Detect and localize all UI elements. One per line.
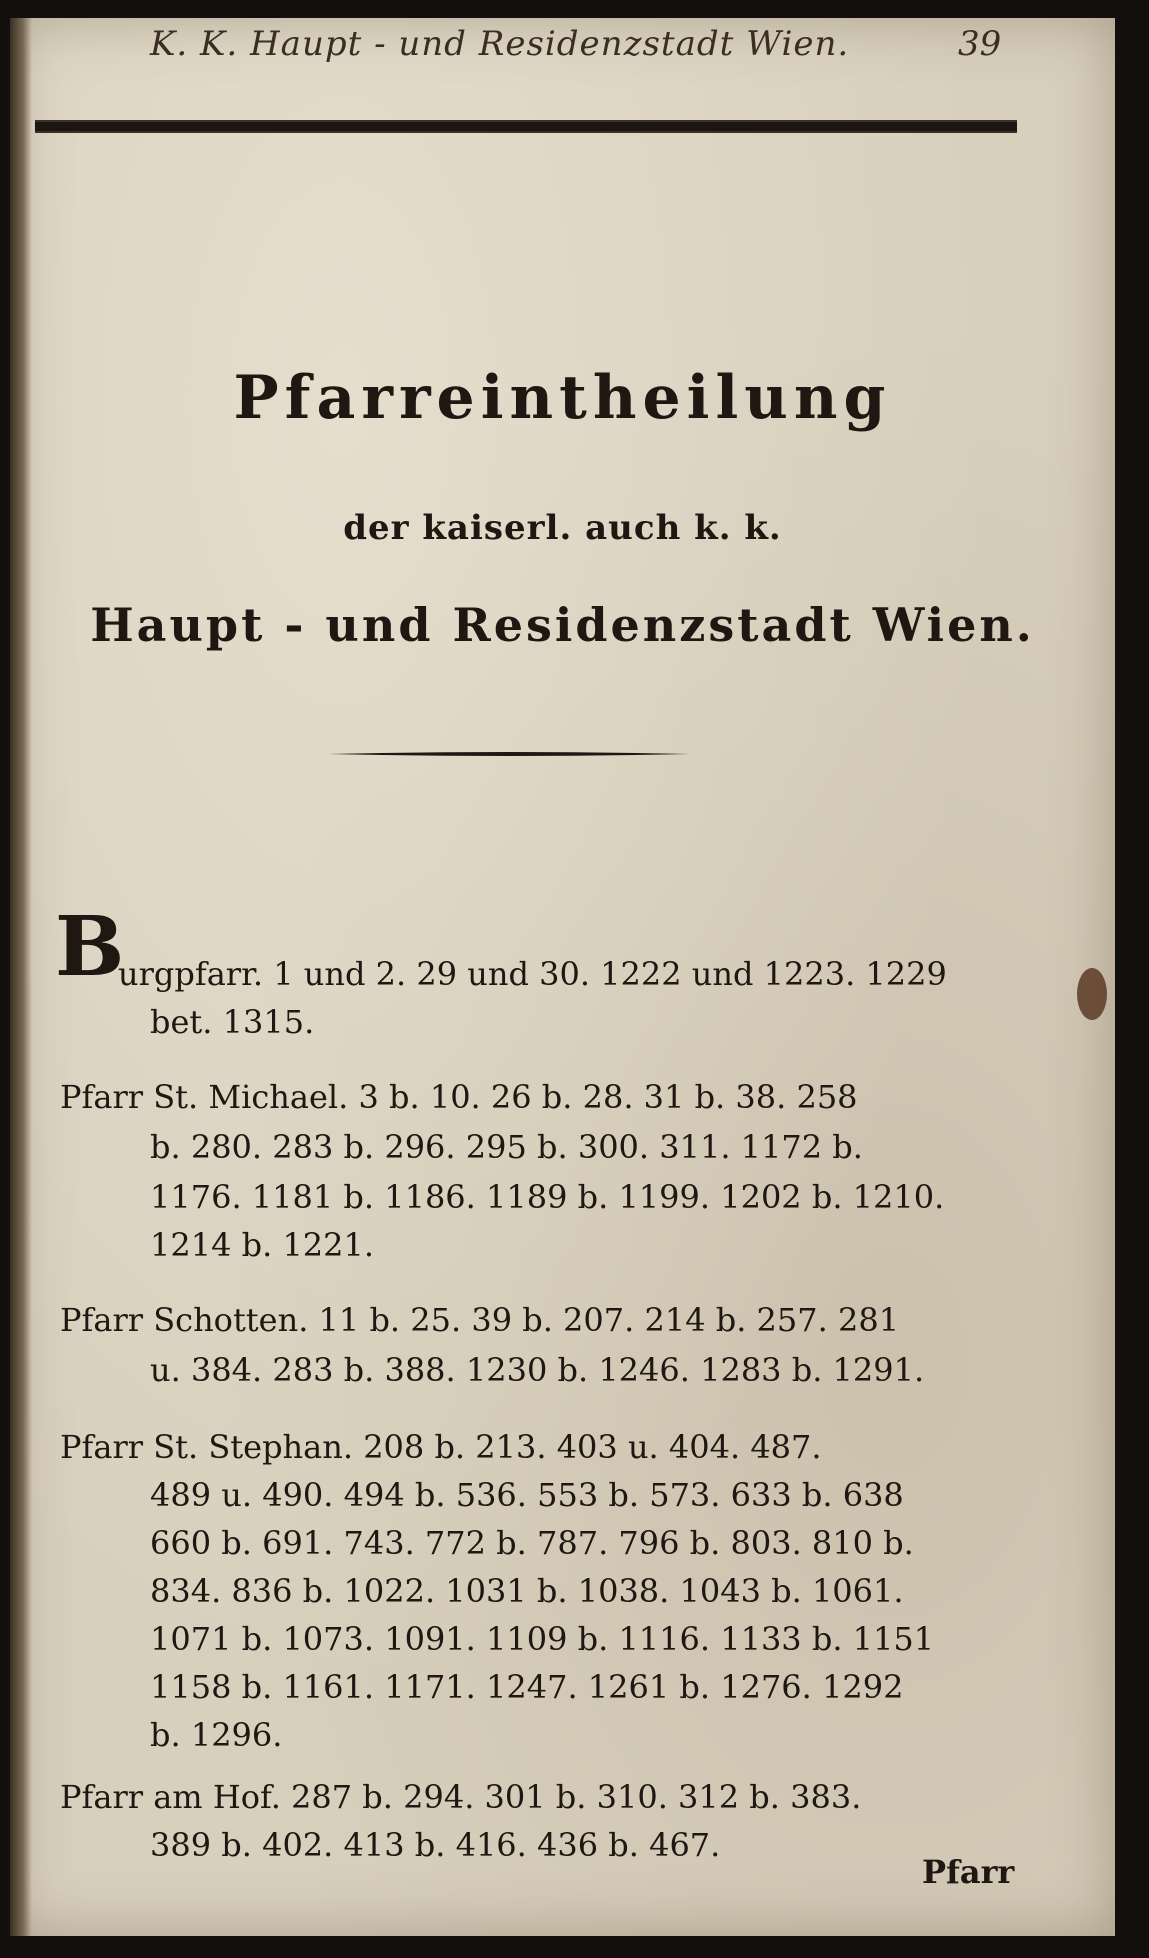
entry-line: 489 u. 490. 494 b. 536. 553 b. 573. 633 b. 638 <box>150 1476 904 1514</box>
entry-line: Pfarr Schotten. 11 b. 25. 39 b. 207. 214 b. 257. 281 <box>60 1301 900 1339</box>
drop-cap: B <box>55 899 125 995</box>
entry-line: Pfarr am Hof. 287 b. 294. 301 b. 310. 312 b. 383. <box>60 1778 862 1816</box>
entry-line: 1214 b. 1221. <box>150 1226 375 1264</box>
page-number: 39 <box>958 24 1002 64</box>
entry-line: u. 384. 283 b. 388. 1230 b. 1246. 1283 b. 1291. <box>150 1351 925 1389</box>
entry-line: bet. 1315. <box>150 1003 315 1041</box>
running-header <box>10 18 1115 78</box>
page-gutter-shadow <box>10 18 32 1936</box>
header-rule <box>35 120 1017 133</box>
main-title: Pfarreintheilung <box>233 363 892 433</box>
entry-line: 660 b. 691. 743. 772 b. 787. 796 b. 803. 810 b. <box>150 1524 914 1562</box>
entry-line: 1176. 1181 b. 1186. 1189 b. 1199. 1202 b. 1210. <box>150 1178 945 1216</box>
entry-line: urgpfarr. 1 und 2. 29 und 30. 1222 und 1223. 1229 <box>118 955 947 993</box>
entry-line: Pfarr St. Stephan. 208 b. 213. 403 u. 404. 487. <box>60 1428 822 1466</box>
catchword: Pfarr <box>922 1853 1015 1891</box>
entry-line: 834. 836 b. 1022. 1031 b. 1038. 1043 b. 1061. <box>150 1572 904 1610</box>
entry-line: 1158 b. 1161. 1171. 1247. 1261 b. 1276. 1292 <box>150 1668 904 1706</box>
running-header-title: K. K. Haupt - und Residenzstadt Wien. <box>150 24 850 64</box>
entry-line: 1071 b. 1073. 1091. 1109 b. 1116. 1133 b. 1151 <box>150 1620 935 1658</box>
book-page <box>10 18 1115 1936</box>
entry-line: Pfarr St. Michael. 3 b. 10. 26 b. 28. 31 b. 38. 258 <box>60 1078 858 1116</box>
entry-line: b. 1296. <box>150 1716 283 1754</box>
entry-line: 389 b. 402. 413 b. 416. 436 b. 467. <box>150 1826 721 1864</box>
city-title: Haupt - und Residenzstadt Wien. <box>90 598 1035 652</box>
subtitle: der kaiserl. auch k. k. <box>343 508 782 548</box>
entry-line: b. 280. 283 b. 296. 295 b. 300. 311. 1172 b. <box>150 1128 863 1166</box>
ornamental-divider <box>328 751 690 757</box>
ink-stain <box>1077 968 1107 1020</box>
